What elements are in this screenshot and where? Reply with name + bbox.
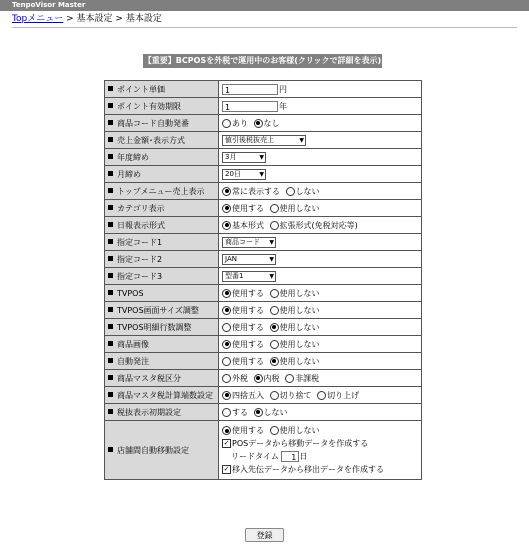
header-divider bbox=[12, 27, 517, 28]
radio-option[interactable]: 使用する bbox=[222, 323, 264, 332]
radio-option[interactable]: 外税 bbox=[222, 374, 248, 383]
bullet-icon bbox=[108, 256, 113, 261]
row-value bbox=[219, 302, 422, 319]
form-row-product-image bbox=[105, 336, 422, 353]
lead-time-input[interactable]: 1 bbox=[281, 451, 299, 462]
bullet-icon bbox=[108, 86, 113, 91]
breadcrumb-level2: 基本設定 bbox=[125, 14, 162, 24]
breadcrumb bbox=[0, 11, 529, 27]
bullet-icon bbox=[108, 103, 113, 108]
year-close-select[interactable]: 3月 ▼ bbox=[222, 152, 266, 163]
row-label: 指定コード3 bbox=[105, 268, 219, 285]
form-row-tax-class bbox=[105, 370, 422, 387]
radio-option[interactable]: 使用しない bbox=[270, 426, 320, 435]
radio-selected-icon bbox=[222, 289, 231, 298]
radio-icon bbox=[270, 426, 279, 435]
bullet-icon bbox=[108, 188, 113, 193]
checkbox-checked-icon: ✓ bbox=[223, 465, 230, 473]
bullet-icon bbox=[108, 222, 113, 227]
radio-option[interactable]: 非課税 bbox=[285, 374, 319, 383]
row-value bbox=[219, 421, 422, 480]
form-row-point-expiry bbox=[105, 98, 422, 115]
bullet-icon bbox=[108, 375, 113, 380]
breadcrumb-separator: > bbox=[115, 14, 123, 24]
form-row-auto-order bbox=[105, 353, 422, 370]
row-label: 月締め bbox=[105, 166, 219, 183]
radio-selected-icon bbox=[270, 357, 279, 366]
bullet-icon bbox=[108, 409, 113, 414]
row-value bbox=[219, 217, 422, 234]
radio-selected-icon bbox=[222, 306, 231, 315]
radio-icon bbox=[270, 391, 279, 400]
form-row-top-sales bbox=[105, 183, 422, 200]
radio-icon bbox=[270, 221, 279, 230]
row-label: 自動発注 bbox=[105, 353, 219, 370]
form-row-point-price bbox=[105, 81, 422, 98]
form-row-tvpos-detail bbox=[105, 319, 422, 336]
chevron-down-icon: ▼ bbox=[269, 255, 274, 263]
row-label: TVPOS画面サイズ調整 bbox=[105, 302, 219, 319]
register-button[interactable]: 登録 bbox=[245, 528, 284, 542]
row-value bbox=[219, 234, 422, 251]
bullet-icon bbox=[108, 273, 113, 278]
row-label: 指定コード1 bbox=[105, 234, 219, 251]
radio-icon bbox=[286, 187, 295, 196]
row-label: カテゴリ表示 bbox=[105, 200, 219, 217]
radio-option[interactable]: 拡張形式(免税対応等) bbox=[270, 221, 358, 230]
bullet-icon bbox=[108, 239, 113, 244]
radio-option[interactable]: 使用しない bbox=[270, 340, 320, 349]
row-value bbox=[219, 268, 422, 285]
row-label: 日報表示形式 bbox=[105, 217, 219, 234]
radio-selected-icon bbox=[254, 119, 263, 128]
radio-option[interactable]: 基本形式 bbox=[222, 221, 264, 230]
row-label: 商品画像 bbox=[105, 336, 219, 353]
radio-icon bbox=[270, 204, 279, 213]
radio-icon bbox=[270, 340, 279, 349]
row-label: 商品コード自動発番 bbox=[105, 115, 219, 132]
row-label: 税抜表示初期設定 bbox=[105, 404, 219, 421]
radio-option[interactable]: 四捨五入 bbox=[222, 391, 264, 400]
form-row-daily-format bbox=[105, 217, 422, 234]
radio-selected-icon bbox=[254, 408, 263, 417]
point-expiry-input[interactable]: 1 bbox=[222, 101, 278, 112]
form-row-auto-transfer bbox=[105, 421, 422, 480]
radio-option[interactable]: する bbox=[222, 408, 248, 417]
form-row-code1 bbox=[105, 234, 422, 251]
bullet-icon bbox=[108, 290, 113, 295]
chevron-down-icon: ▼ bbox=[299, 136, 304, 144]
row-value bbox=[219, 149, 422, 166]
radio-option[interactable]: しない bbox=[254, 408, 288, 417]
radio-selected-icon bbox=[222, 426, 231, 435]
radio-option[interactable]: 使用しない bbox=[270, 204, 320, 213]
code2-select[interactable]: JAN ▼ bbox=[222, 254, 276, 265]
unit-label: 円 bbox=[279, 84, 287, 94]
form-row-auto-code bbox=[105, 115, 422, 132]
radio-option[interactable]: 常に表示する bbox=[222, 187, 280, 196]
chevron-down-icon: ▼ bbox=[259, 153, 264, 161]
row-value bbox=[219, 404, 422, 421]
code3-select[interactable]: 型番1 ▼ bbox=[222, 271, 276, 282]
radio-icon bbox=[222, 357, 231, 366]
radio-option[interactable]: 使用する bbox=[222, 340, 264, 349]
chevron-down-icon: ▼ bbox=[259, 170, 264, 178]
row-value bbox=[219, 81, 422, 98]
form-row-category bbox=[105, 200, 422, 217]
code1-select[interactable]: 商品コード ▼ bbox=[222, 237, 276, 248]
bullet-icon bbox=[108, 154, 113, 159]
row-value bbox=[219, 115, 422, 132]
radio-option[interactable]: 切り上げ bbox=[317, 391, 359, 400]
sales-display-select[interactable]: 値引後税抜売上 ▼ bbox=[222, 135, 306, 146]
radio-selected-icon bbox=[222, 391, 231, 400]
breadcrumb-separator: > bbox=[66, 14, 74, 24]
radio-selected-icon bbox=[270, 323, 279, 332]
row-label: ポイント有効期限 bbox=[105, 98, 219, 115]
row-value bbox=[219, 336, 422, 353]
point-price-input[interactable]: 1 bbox=[222, 84, 278, 95]
bullet-icon bbox=[108, 392, 113, 397]
bullet-icon bbox=[108, 137, 113, 142]
radio-option[interactable]: 使用する bbox=[222, 357, 264, 366]
month-close-select[interactable]: 20日 ▼ bbox=[222, 169, 266, 180]
row-label: 売上金額･表示方式 bbox=[105, 132, 219, 149]
radio-option[interactable]: 使用しない bbox=[270, 289, 320, 298]
form-row-code3 bbox=[105, 268, 422, 285]
row-value bbox=[219, 370, 422, 387]
lead-time-unit: 日 bbox=[299, 452, 308, 461]
form-row-tax-rounding bbox=[105, 387, 422, 404]
pos-transfer-checkbox[interactable]: ✓ POSデータから移動データを作成する bbox=[223, 439, 369, 448]
settings-form bbox=[104, 80, 422, 480]
radio-selected-icon bbox=[222, 221, 231, 230]
radio-option[interactable]: 使用する bbox=[222, 204, 264, 213]
row-value bbox=[219, 166, 422, 183]
row-value bbox=[219, 387, 422, 404]
radio-icon bbox=[222, 408, 231, 417]
radio-option[interactable]: あり bbox=[222, 119, 248, 128]
row-label: TVPOS bbox=[105, 285, 219, 302]
form-row-sales-display bbox=[105, 132, 422, 149]
form-row-code2 bbox=[105, 251, 422, 268]
radio-icon bbox=[270, 306, 279, 315]
bullet-icon bbox=[108, 307, 113, 312]
lead-time-label: リードタイム bbox=[231, 452, 279, 461]
radio-option[interactable]: 使用しない bbox=[270, 323, 320, 332]
row-label: トップメニュー売上表示 bbox=[105, 183, 219, 200]
row-value bbox=[219, 200, 422, 217]
row-label: TVPOS明細行数調整 bbox=[105, 319, 219, 336]
radio-icon bbox=[222, 323, 231, 332]
row-label: 年度締め bbox=[105, 149, 219, 166]
checkbox-checked-icon: ✓ bbox=[223, 439, 230, 447]
form-row-month-close bbox=[105, 166, 422, 183]
row-value bbox=[219, 98, 422, 115]
row-label: 店舗間自動移動設定 bbox=[105, 421, 219, 480]
row-label: ポイント単価 bbox=[105, 81, 219, 98]
row-value bbox=[219, 183, 422, 200]
row-label: 商品マスタ税計算端数設定 bbox=[105, 387, 219, 404]
radio-option[interactable]: しない bbox=[286, 187, 320, 196]
radio-selected-icon bbox=[222, 340, 231, 349]
form-row-year-close bbox=[105, 149, 422, 166]
radio-selected-icon bbox=[222, 204, 231, 213]
radio-option[interactable]: 使用しない bbox=[270, 357, 320, 366]
unit-label: 年 bbox=[279, 101, 287, 111]
bullet-icon bbox=[108, 447, 113, 452]
breadcrumb-level1: 基本設定 bbox=[76, 14, 113, 24]
row-value bbox=[219, 251, 422, 268]
radio-option[interactable]: 使用しない bbox=[270, 306, 320, 315]
row-value bbox=[219, 319, 422, 336]
radio-option[interactable]: 使用する bbox=[222, 289, 264, 298]
form-row-tvpos-size bbox=[105, 302, 422, 319]
row-label: 商品マスタ税区分 bbox=[105, 370, 219, 387]
breadcrumb-top-link[interactable]: Topメニュー bbox=[12, 14, 64, 24]
row-value bbox=[219, 285, 422, 302]
row-value bbox=[219, 132, 422, 149]
form-row-tvpos bbox=[105, 285, 422, 302]
radio-option[interactable]: 使用する bbox=[222, 426, 264, 435]
radio-option[interactable]: なし bbox=[254, 119, 280, 128]
radio-icon bbox=[285, 374, 294, 383]
radio-icon bbox=[222, 374, 231, 383]
radio-selected-icon bbox=[222, 187, 231, 196]
transfer-out-checkbox[interactable]: ✓ 移入先伝データから移出データを作成する bbox=[223, 465, 384, 474]
form-row-tax-display bbox=[105, 404, 422, 421]
bullet-icon bbox=[108, 324, 113, 329]
radio-option[interactable]: 使用する bbox=[222, 306, 264, 315]
important-notice-button[interactable]: 【重要】BCPOSを外税で運用中のお客様(クリックで詳細を表示) bbox=[143, 54, 382, 68]
bullet-icon bbox=[108, 171, 113, 176]
bullet-icon bbox=[108, 341, 113, 346]
row-value bbox=[219, 353, 422, 370]
app-title-bar bbox=[0, 0, 529, 11]
radio-option[interactable]: 内税 bbox=[254, 374, 280, 383]
chevron-down-icon: ▼ bbox=[269, 272, 274, 280]
bullet-icon bbox=[108, 358, 113, 363]
chevron-down-icon: ▼ bbox=[269, 238, 274, 246]
row-label: 指定コード2 bbox=[105, 251, 219, 268]
radio-option[interactable]: 切り捨て bbox=[270, 391, 312, 400]
radio-icon bbox=[317, 391, 326, 400]
radio-icon bbox=[270, 289, 279, 298]
app-title: TenpoVisor Master bbox=[12, 1, 86, 9]
bullet-icon bbox=[108, 120, 113, 125]
radio-icon bbox=[222, 119, 231, 128]
bullet-icon bbox=[108, 205, 113, 210]
radio-selected-icon bbox=[254, 374, 263, 383]
